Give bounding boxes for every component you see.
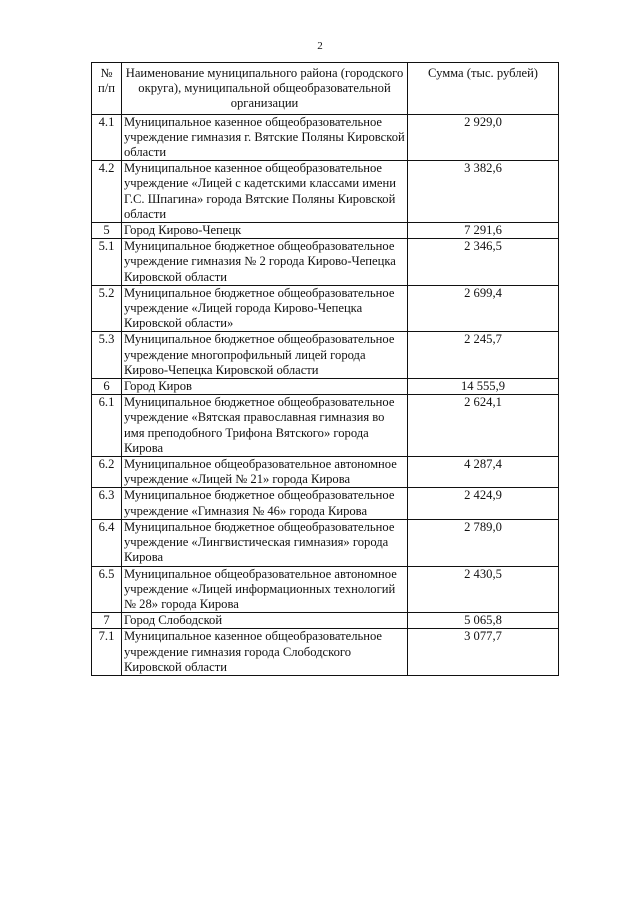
row-name: Муниципальное общеобразовательное автономное учреждение «Лицей информационных технологий № 28» города Кирова (122, 566, 408, 613)
row-number: 7.1 (92, 629, 122, 676)
row-sum: 2 699,4 (408, 285, 559, 332)
row-sum: 2 789,0 (408, 519, 559, 566)
row-name: Муниципальное бюджетное общеобразовательное учреждение гимназия № 2 города Кирово-Чепецка Кировской области (122, 239, 408, 286)
table-row (92, 332, 559, 379)
table-header-row (92, 63, 559, 115)
table-row (92, 114, 559, 161)
row-number: 6.3 (92, 488, 122, 519)
row-sum: 4 287,4 (408, 457, 559, 488)
row-sum: 2 245,7 (408, 332, 559, 379)
header-sum: Сумма (тыс. рублей) (408, 63, 559, 115)
row-number: 5.3 (92, 332, 122, 379)
row-sum: 3 382,6 (408, 161, 559, 223)
row-number: 5.1 (92, 239, 122, 286)
row-number: 6.1 (92, 395, 122, 457)
row-number: 5.2 (92, 285, 122, 332)
row-number: 6 (92, 379, 122, 395)
table-row (92, 566, 559, 613)
table-row (92, 519, 559, 566)
table-row (92, 223, 559, 239)
row-number: 5 (92, 223, 122, 239)
row-number: 7 (92, 613, 122, 629)
table-row (92, 488, 559, 519)
row-sum: 2 430,5 (408, 566, 559, 613)
row-number: 6.4 (92, 519, 122, 566)
row-name: Муниципальное казенное общеобразовательное учреждение гимназия г. Вятские Поляны Кировской области (122, 114, 408, 161)
row-name: Муниципальное казенное общеобразовательное учреждение «Лицей с кадетскими классами имени Г.С. Шпагина» города Вятские Поляны Кировской области (122, 161, 408, 223)
table-row (92, 285, 559, 332)
row-name: Город Киров (122, 379, 408, 395)
table-row (92, 161, 559, 223)
row-sum: 7 291,6 (408, 223, 559, 239)
row-name: Муниципальное бюджетное общеобразовательное учреждение «Лицей города Кирово-Чепецка Кировской области» (122, 285, 408, 332)
table-row (92, 379, 559, 395)
row-number: 6.2 (92, 457, 122, 488)
row-number: 6.5 (92, 566, 122, 613)
row-name: Город Слободской (122, 613, 408, 629)
table-row (92, 629, 559, 676)
row-sum: 3 077,7 (408, 629, 559, 676)
page-number: 2 (317, 40, 323, 52)
row-sum: 2 929,0 (408, 114, 559, 161)
row-number: 4.2 (92, 161, 122, 223)
allocation-table (91, 62, 559, 676)
header-number: № п/п (92, 63, 122, 115)
row-name: Муниципальное бюджетное общеобразовательное учреждение «Лингвистическая гимназия» города Кирова (122, 519, 408, 566)
row-sum: 5 065,8 (408, 613, 559, 629)
row-number: 4.1 (92, 114, 122, 161)
row-name: Муниципальное бюджетное общеобразовательное учреждение многопрофильный лицей города Кирово-Чепецка Кировской области (122, 332, 408, 379)
row-sum: 14 555,9 (408, 379, 559, 395)
table-row (92, 457, 559, 488)
row-sum: 2 424,9 (408, 488, 559, 519)
row-name: Муниципальное бюджетное общеобразовательное учреждение «Гимназия № 46» города Кирова (122, 488, 408, 519)
table-row (92, 613, 559, 629)
row-sum: 2 346,5 (408, 239, 559, 286)
row-name: Город Кирово-Чепецк (122, 223, 408, 239)
header-name: Наименование муниципального района (городского округа), муниципальной общеобразовательной организации (122, 63, 408, 115)
row-name: Муниципальное казенное общеобразовательное учреждение гимназия города Слободского Кировской области (122, 629, 408, 676)
table-row (92, 239, 559, 286)
row-name: Муниципальное общеобразовательное автономное учреждение «Лицей № 21» города Кирова (122, 457, 408, 488)
row-sum: 2 624,1 (408, 395, 559, 457)
row-name: Муниципальное бюджетное общеобразовательное учреждение «Вятская православная гимназия во имя преподобного Трифона Вятского» города Кирова (122, 395, 408, 457)
table-row (92, 395, 559, 457)
